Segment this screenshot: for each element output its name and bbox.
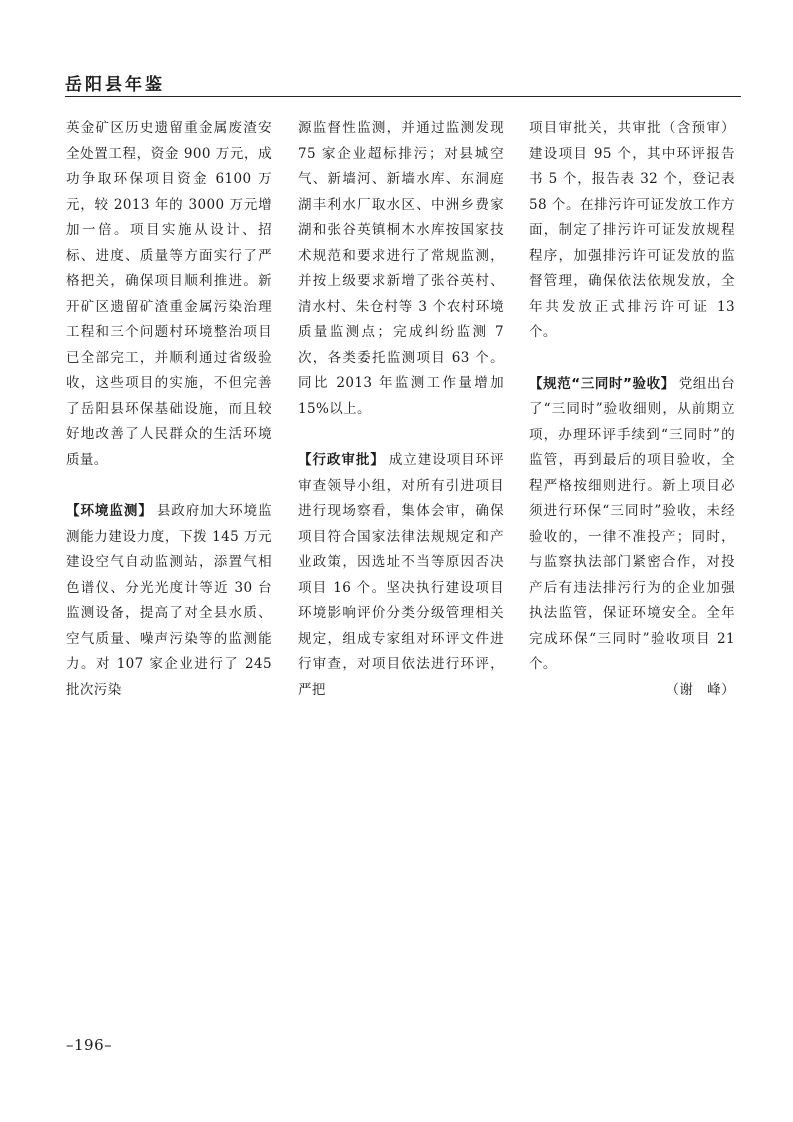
paragraph-approval-continued: 项目审批关，共审批（含预审）建设项目 95 个，其中环评报告书 5 个，报告表 32 个，登记表 58 个。在排污许可证发放工作方面，制定了排污许可证发放规程程序，加强排污许可证发放的监督管理，确保依法依规发放，全年共发放正式排污许可证 13 个。 bbox=[529, 120, 735, 340]
page-number: –196– bbox=[66, 1036, 113, 1054]
header-rule bbox=[65, 96, 741, 97]
section-three-simultaneous bbox=[529, 372, 735, 678]
section-text-administrative-approval: 成立建设项目环评审查领导小组，对所有引进项目进行现场察看，集体会审，确保项目符合国家法律法规规定和产业政策，因选址不当等原因否决项目 16 个。坚决执行建设项目环境影响评价分类分级管理相关规定，组成专家组对环评文件进行审查，对项目依法进行环评，严把 bbox=[298, 452, 504, 698]
section-environment-monitoring bbox=[66, 499, 272, 703]
paragraph-gap bbox=[298, 422, 504, 448]
section-label-administrative-approval: 【行政审批】 bbox=[298, 452, 385, 468]
section-label-three-simultaneous: 【规范“三同时”验收】 bbox=[529, 375, 675, 392]
paragraph-continued: 英金矿区历史遗留重金属废渣安全处置工程，资金 900 万元，成功争取环保项目资金 6100 万元，较 2013 年的 3000 万元增加一倍。项目实施从设计、招标、进度、质量等方面实行了严格把关，确保项目顺利推进。新开矿区遗留矿渣重金属污染治理工程和三个问题村环境整治项目已全部完工，并顺利通过省级验收，这些项目的实施，不但完善了岳阳县环保基础设施，而且较好地改善了人民群众的生活环境质量。 bbox=[66, 120, 272, 468]
author-credit: （谢 峰） bbox=[665, 681, 735, 698]
paragraph-gap bbox=[66, 473, 272, 499]
paragraph-gap bbox=[529, 346, 735, 372]
section-text-environment-monitoring: 县政府加大环境监测能力建设力度，下拨 145 万元建设空气自动监测站，添置气相色谱仪、分光光度计等近 30 台监测设备，提高了对全县水质、空气质量、噪声污染等的监测能力。对 107 家企业进行了 245 批次污染 bbox=[66, 503, 272, 698]
section-label-environment-monitoring: 【环境监测】 bbox=[66, 503, 153, 519]
section-administrative-approval bbox=[298, 448, 504, 703]
text-column-3 bbox=[529, 116, 735, 703]
running-header-title: 岳阳县年鉴 bbox=[65, 75, 165, 95]
text-column-1 bbox=[66, 116, 272, 703]
section-text-three-simultaneous: 党组出台了“三同时”验收细则，从前期立项，办理环评手续到“三同时”的监管，再到最后的项目验收，全程严格按细则进行。新上项目必须进行环保“三同时”验收，未经验收的，一律不准投产；同时，与监察执法部门紧密合作，对投产后有违法排污行为的企业加强执法监管，保证环境安全。全年完成环保“三同时”验收项目 21 个。 bbox=[529, 375, 735, 672]
text-column-2 bbox=[298, 116, 504, 703]
paragraph-monitoring-continued: 源监督性监测，并通过监测发现 75 家企业超标排污；对县城空气、新墙河、新墙水库、东洞庭湖丰利水厂取水区、中洲乡费家湖和张谷英镇桐木水库按国家技术规范和要求进行了常规监测，并按上级要求新增了张谷英村、清水村、朱仓村等 3 个农村环境质量监测点；完成纠纷监测 7 次，各类委托监测项目 63 个。同比 2013 年监测工作量增加 15%以上。 bbox=[298, 120, 504, 417]
